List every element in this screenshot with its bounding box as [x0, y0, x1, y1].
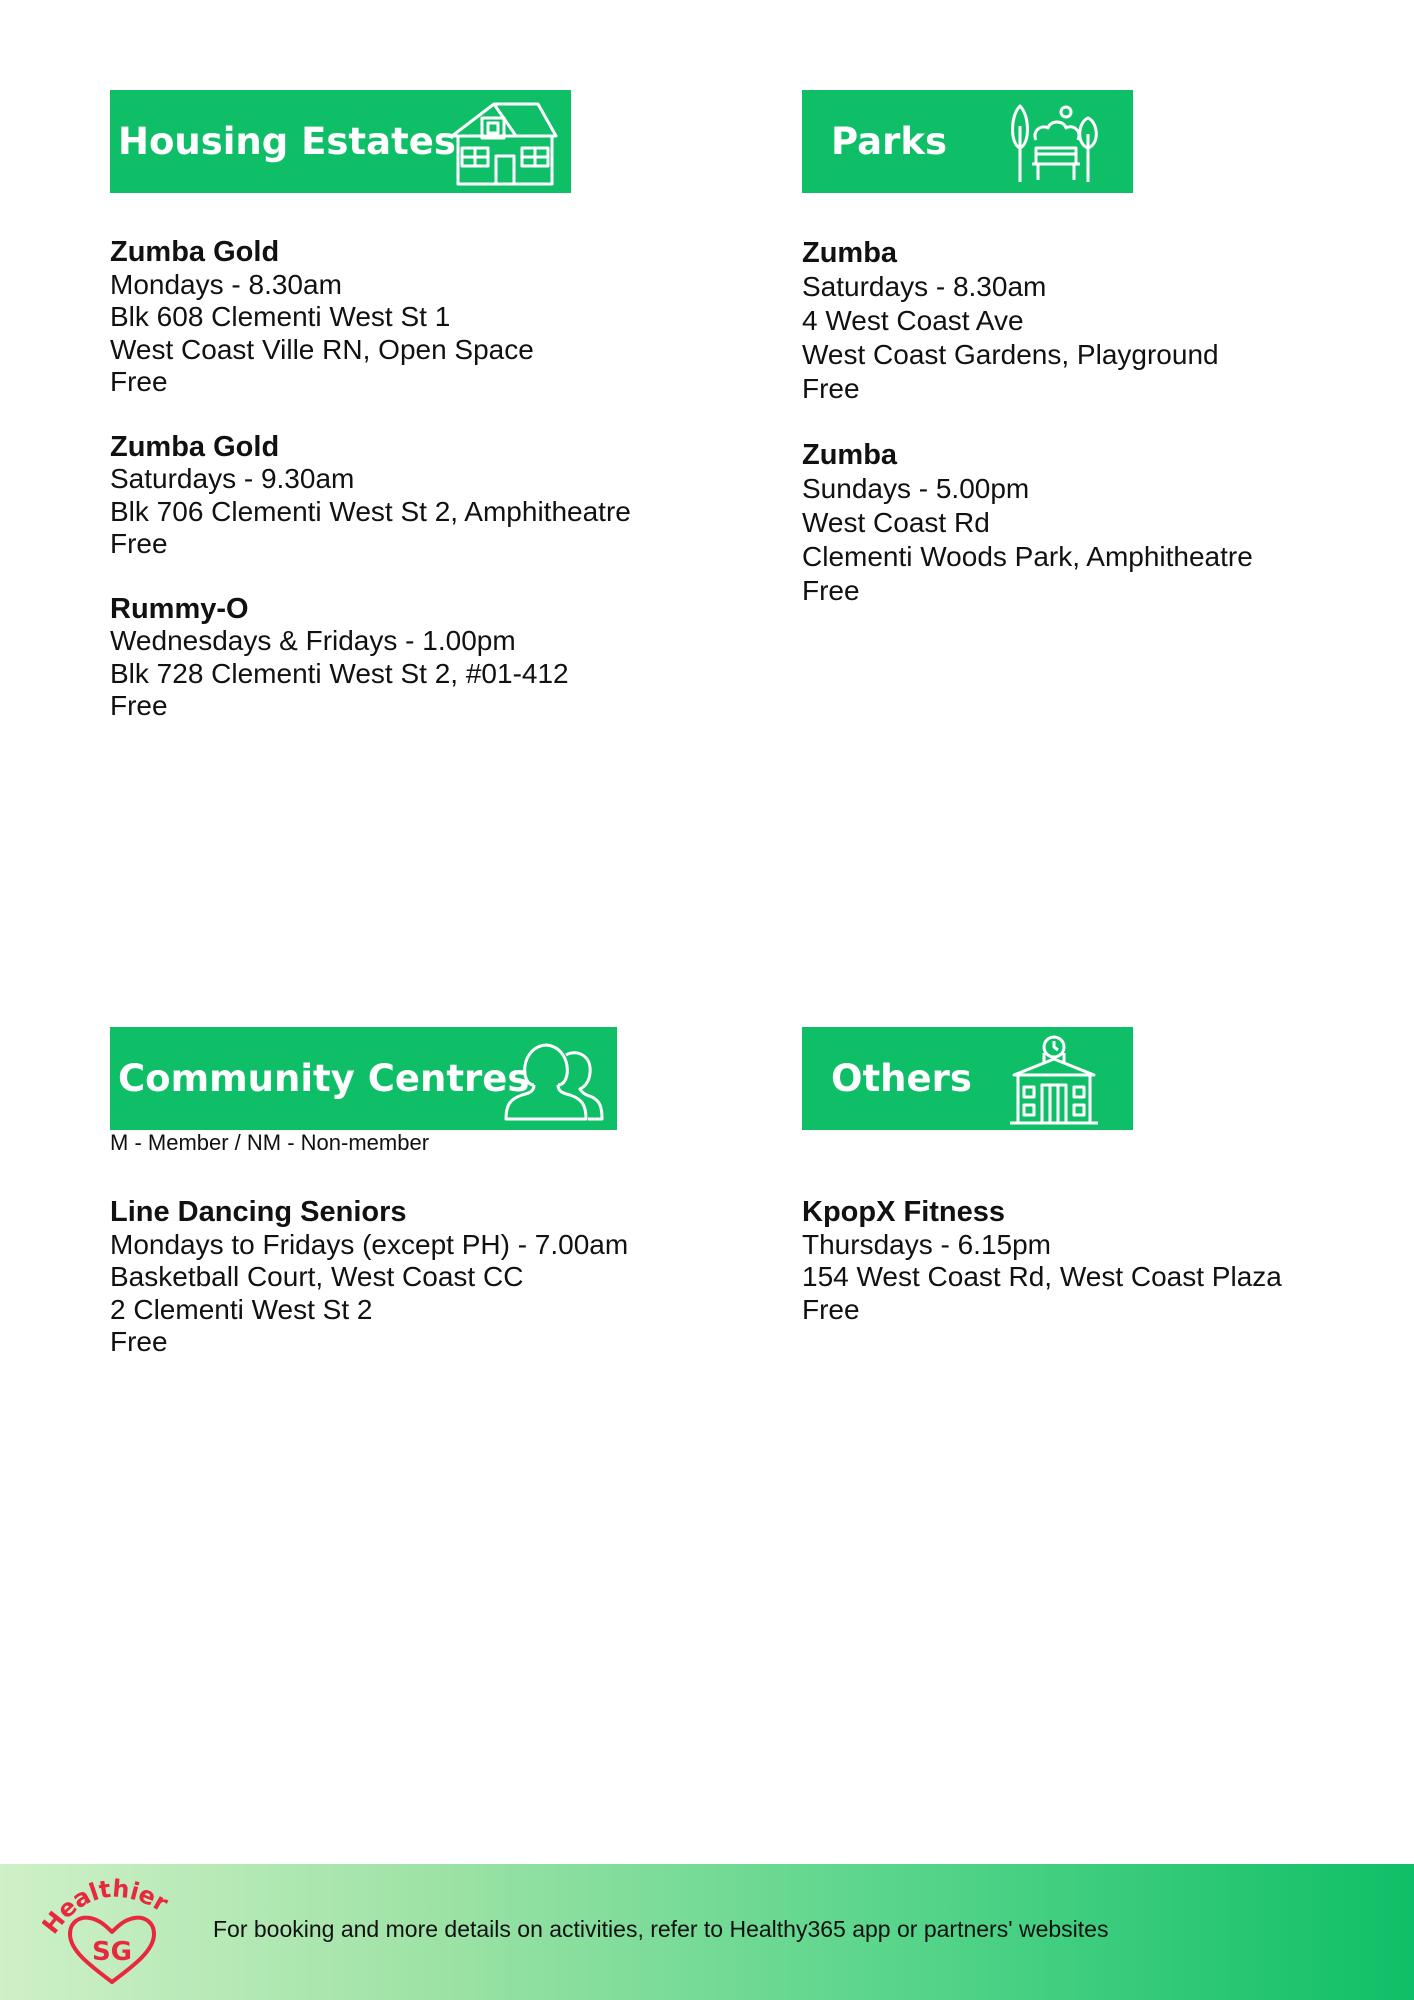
activity-venue: West Coast Gardens, Playground	[802, 339, 1219, 370]
parks-activities	[802, 236, 1253, 640]
logo-text-top: ealthier	[51, 1878, 173, 1925]
park-icon	[1006, 96, 1102, 193]
people-icon	[500, 1033, 604, 1130]
building-icon	[1006, 1033, 1102, 1132]
activity-price: Free	[802, 1293, 860, 1325]
others-banner	[802, 1027, 1133, 1130]
activity-name: Rummy-O	[110, 592, 249, 625]
others-title: Others	[831, 1057, 972, 1100]
footer-text: For booking and more details on activities, refer to Healthy365 app or partners' websites	[213, 1916, 1109, 1942]
activity-name: Zumba	[802, 237, 898, 269]
activity-schedule: Saturdays - 9.30am	[110, 463, 355, 494]
housing-activities	[110, 236, 631, 755]
others-activities	[802, 1196, 1282, 1358]
activity-venue: 154 West Coast Rd, West Coast Plaza	[802, 1261, 1282, 1292]
activity-item	[802, 438, 1253, 608]
activity-schedule: Sundays - 5.00pm	[802, 473, 1030, 504]
activity-name: Line Dancing Seniors	[110, 1196, 407, 1228]
activity-name: Zumba	[802, 439, 898, 471]
logo-text-bottom: SG	[91, 1937, 133, 1967]
activity-address: 2 Clementi West St 2	[110, 1293, 373, 1325]
activity-price: Free	[802, 373, 860, 404]
activity-venue: Blk 728 Clementi West St 2, #01-412	[110, 657, 569, 689]
community-centres-title: Community Centres	[118, 1057, 530, 1100]
activity-item	[110, 593, 631, 723]
activity-address: West Coast Rd	[802, 507, 990, 538]
activity-venue: West Coast Ville RN, Open Space	[110, 333, 534, 365]
activity-schedule: Mondays to Fridays (except PH) - 7.00am	[110, 1228, 629, 1260]
membership-note: M - Member / NM - Non-member	[110, 1130, 430, 1155]
activity-schedule: Wednesdays & Fridays - 1.00pm	[110, 625, 516, 656]
community-activities	[110, 1196, 628, 1391]
activity-address: 4 West Coast Ave	[802, 305, 1024, 336]
activity-schedule: Mondays - 8.30am	[110, 268, 342, 300]
activity-price: Free	[110, 528, 168, 559]
activity-price: Free	[110, 690, 168, 721]
activity-venue: Clementi Woods Park, Amphitheatre	[802, 541, 1253, 572]
activity-item	[802, 1196, 1282, 1326]
activity-venue: Basketball Court, West Coast CC	[110, 1261, 524, 1292]
activity-item	[802, 236, 1253, 406]
parks-banner	[802, 90, 1133, 193]
activity-price: Free	[110, 1326, 168, 1357]
footer-bar	[0, 1864, 1414, 2000]
activity-item	[110, 431, 631, 561]
activity-name: KpopX Fitness	[802, 1196, 1006, 1228]
activity-address: Blk 608 Clementi West St 1	[110, 301, 451, 332]
activity-price: Free	[110, 366, 168, 397]
activity-item	[110, 1196, 628, 1359]
community-centres-banner	[110, 1027, 617, 1130]
house-icon	[446, 96, 562, 193]
housing-estates-banner	[110, 90, 571, 193]
activity-schedule: Saturdays - 8.30am	[802, 271, 1047, 302]
activity-schedule: Thursdays - 6.15pm	[802, 1228, 1051, 1260]
parks-title: Parks	[831, 120, 947, 163]
activity-name: Zumba Gold	[110, 236, 280, 268]
activity-venue: Blk 706 Clementi West St 2, Amphitheatre	[110, 495, 631, 527]
activity-item	[110, 236, 631, 399]
activity-name: Zumba Gold	[110, 430, 280, 463]
healthier-sg-logo	[42, 1878, 182, 1995]
activity-price: Free	[802, 575, 860, 606]
housing-estates-title: Housing Estates	[118, 120, 456, 163]
